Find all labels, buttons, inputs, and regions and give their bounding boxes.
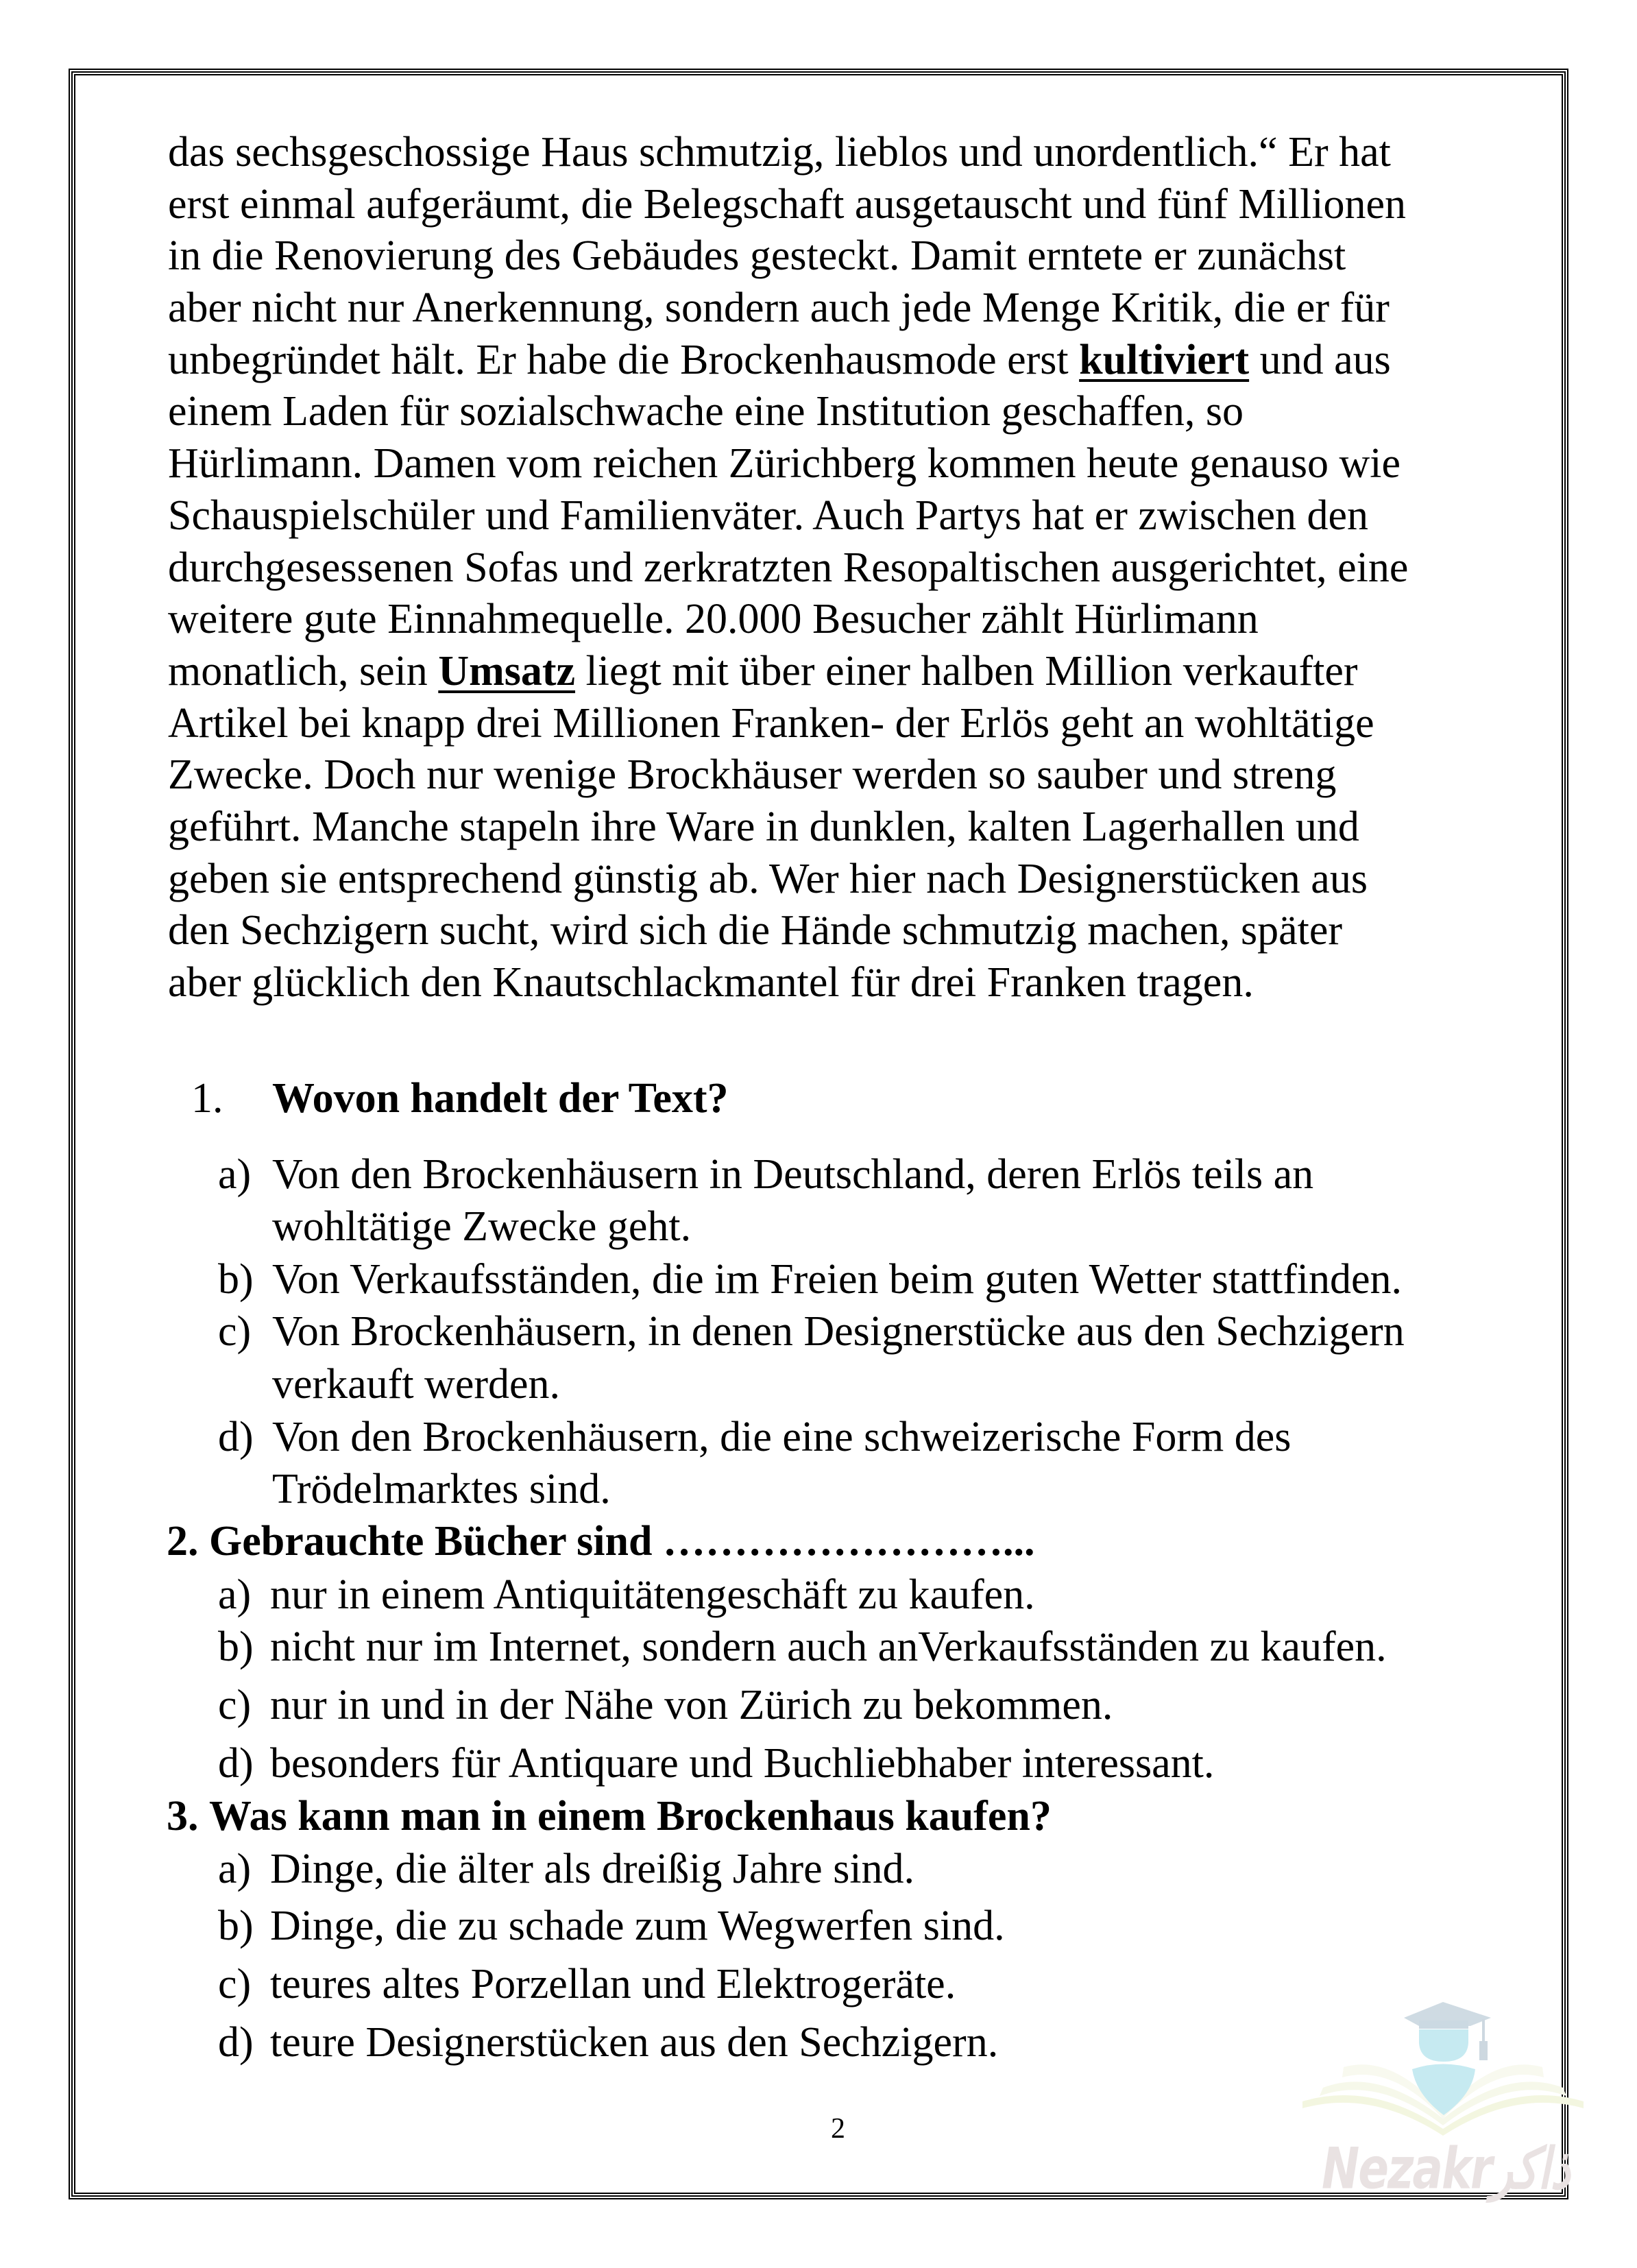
passage-line: geführt. Manche stapeln ihre Ware in dunklen, kalten Lagerhallen und	[168, 804, 1359, 850]
option-label-a: a)	[218, 1571, 252, 1618]
question-text: Wovon handelt der Text?	[272, 1075, 729, 1122]
option-text-c-cont: verkauft werden.	[272, 1361, 561, 1408]
option-label-a: a)	[218, 1151, 252, 1198]
vocab-word-kultiviert: kultiviert	[1079, 337, 1250, 383]
page-number: 2	[831, 2113, 845, 2145]
option-text-b: Dinge, die zu schade zum Wegwerfen sind.	[270, 1903, 1005, 1949]
vocab-word-umsatz: Umsatz	[438, 648, 576, 695]
option-label-d: d)	[218, 1414, 254, 1460]
passage-line: Hürlimann. Damen vom reichen Zürichberg kommen heute genauso wie	[168, 440, 1401, 487]
watermark-text: Nezakrذاكر	[1322, 2136, 1571, 2202]
question-number: 2.	[167, 1518, 199, 1565]
option-text-b: Von Verkaufsständen, die im Freien beim guten Wetter stattfinden.	[272, 1256, 1402, 1303]
passage-line: Artikel bei knapp drei Millionen Franken- der Erlös geht an wohltätige	[168, 700, 1374, 747]
option-text-d: teure Designerstücken aus den Sechzigern.	[270, 2019, 999, 2066]
passage-line: das sechsgeschossige Haus schmutzig, lieblos und unordentlich.“ Er hat	[168, 129, 1391, 176]
passage-line: unbegründet hält. Er habe die Brockenhausmode erst kultiviert und aus	[168, 337, 1391, 383]
passage-line: durchgesessenen Sofas und zerkratzten Resopaltischen ausgerichtet, eine	[168, 544, 1409, 591]
option-label-c: c)	[218, 1961, 252, 2007]
option-text-b: nicht nur im Internet, sondern auch anVerkaufsständen zu kaufen.	[270, 1624, 1387, 1670]
option-text-d: Von den Brockenhäusern, die eine schweizerische Form des	[272, 1414, 1292, 1460]
option-label-a: a)	[218, 1846, 252, 1892]
option-label-b: b)	[218, 1256, 254, 1303]
option-label-d: d)	[218, 2019, 254, 2066]
question-text: Was kann man in einem Brockenhaus kaufen?	[209, 1793, 1052, 1839]
option-label-c: c)	[218, 1682, 252, 1728]
option-text-c: nur in und in der Nähe von Zürich zu bekommen.	[270, 1682, 1113, 1728]
option-label-c: c)	[218, 1308, 252, 1355]
passage-line: erst einmal aufgeräumt, die Belegschaft ausgetauscht und fünf Millionen	[168, 181, 1407, 228]
option-text-d-cont: Trödelmarktes sind.	[272, 1466, 611, 1512]
watermark	[1296, 1999, 1590, 2201]
option-text-a: Von den Brockenhäusern in Deutschland, deren Erlös teils an	[272, 1151, 1314, 1198]
passage-line: den Sechzigern sucht, wird sich die Hände schmutzig machen, später	[168, 907, 1343, 954]
passage-line: in die Renovierung des Gebäudes gesteckt. Damit erntete er zunächst	[168, 232, 1346, 279]
option-text-d: besonders für Antiquare und Buchliebhaber interessant.	[270, 1740, 1215, 1787]
passage-line: Schauspielschüler und Familienväter. Auch Partys hat er zwischen den	[168, 492, 1369, 539]
option-text-c: teures altes Porzellan und Elektrogeräte.	[270, 1961, 956, 2007]
passage-line: Zwecke. Doch nur wenige Brockhäuser werden so sauber und streng	[168, 751, 1337, 798]
question-number: 3.	[167, 1793, 199, 1839]
option-label-d: d)	[218, 1740, 254, 1787]
option-text-c: Von Brockenhäusern, in denen Designerstücke aus den Sechzigern	[272, 1308, 1405, 1355]
option-text-a: Dinge, die älter als dreißig Jahre sind.	[270, 1846, 915, 1892]
question-number: 1.	[191, 1075, 223, 1122]
passage-line: monatlich, sein Umsatz liegt mit über einer halben Million verkaufter	[168, 648, 1358, 695]
passage-line: aber glücklich den Knautschlackmantel für drei Franken tragen.	[168, 959, 1254, 1006]
option-text-a-cont: wohltätige Zwecke geht.	[272, 1203, 692, 1250]
option-label-b: b)	[218, 1624, 254, 1670]
option-text-a: nur in einem Antiquitätengeschäft zu kaufen.	[270, 1571, 1035, 1618]
graduate-book-logo-icon	[1296, 1999, 1590, 2143]
question-text: Gebrauchte Bücher sind ……………………...	[209, 1518, 1035, 1565]
option-label-b: b)	[218, 1903, 254, 1949]
passage-line: aber nicht nur Anerkennung, sondern auch jede Menge Kritik, die er für	[168, 285, 1390, 331]
passage-line: einem Laden für sozialschwache eine Institution geschaffen, so	[168, 388, 1244, 435]
passage-line: weitere gute Einnahmequelle. 20.000 Besucher zählt Hürlimann	[168, 596, 1259, 642]
passage-line: geben sie entsprechend günstig ab. Wer hier nach Designerstücken aus	[168, 856, 1368, 902]
